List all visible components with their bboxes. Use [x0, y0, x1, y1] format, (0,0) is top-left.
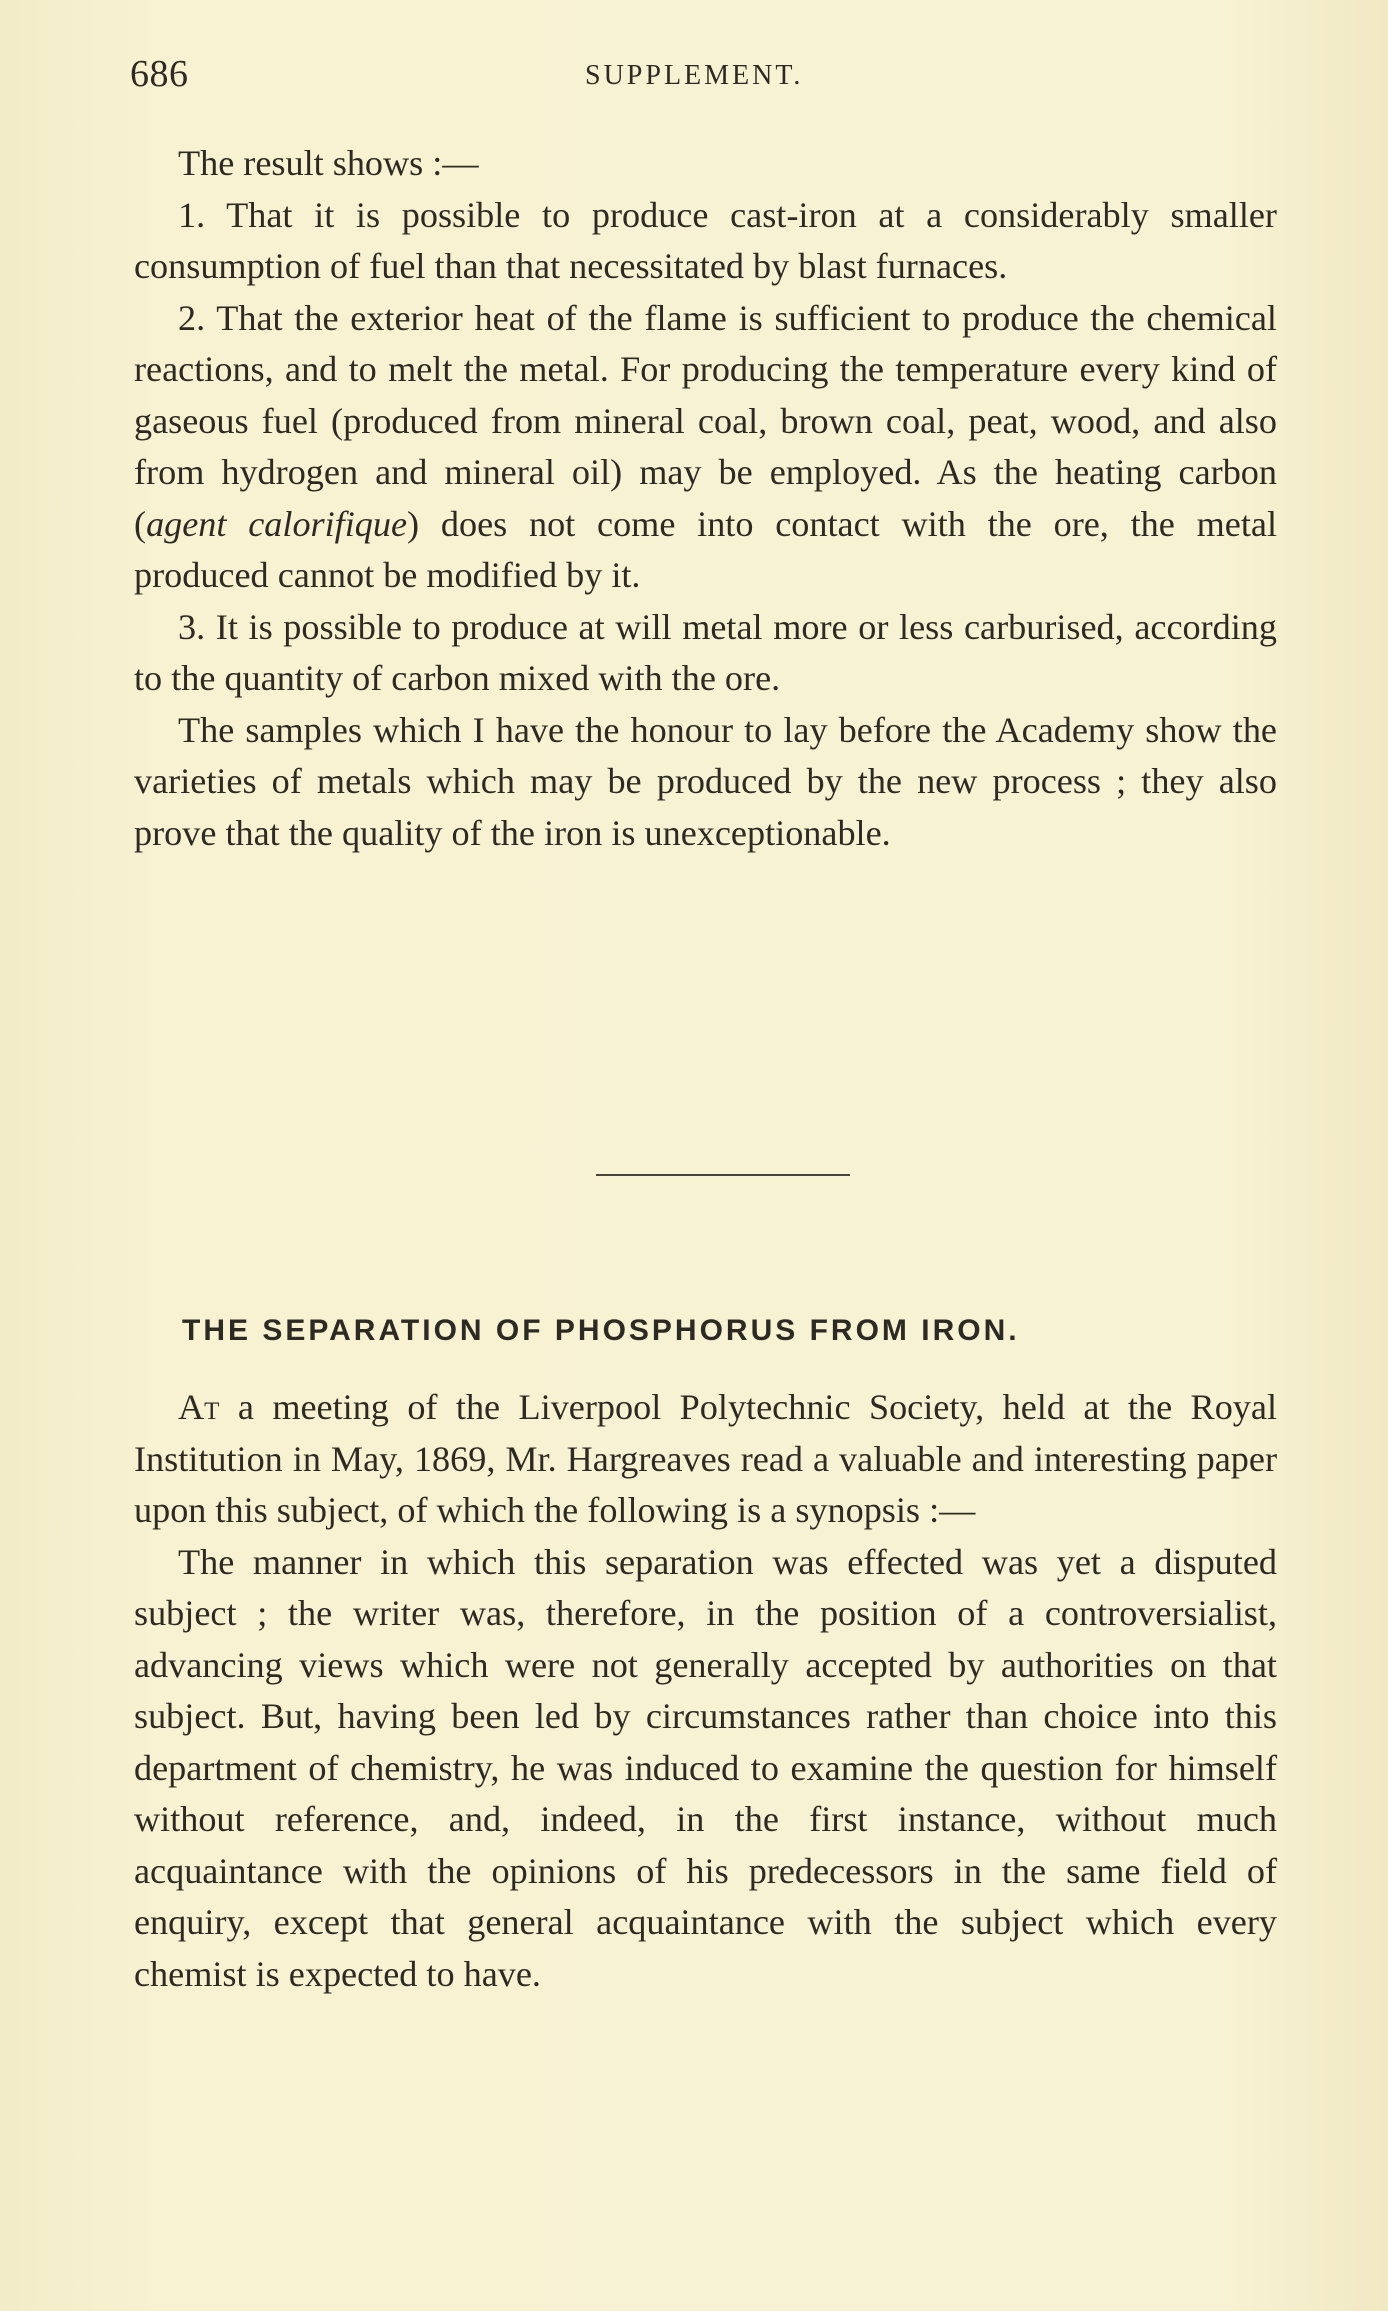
agent-calorifique-phrase: agent calorifique: [146, 503, 408, 544]
meeting-paragraph-text: a meeting of the Liverpool Polytechnic Society, held at the Royal Institution in May, 1869, Mr. Hargreaves read a valuable and interesting paper upon this subject, of which the following is a synopsis :—: [134, 1387, 1277, 1530]
meeting-paragraph: [134, 1382, 1277, 1537]
samples-paragraph: The samples which I have the honour to lay before the Academy show the varieties of metals which may be produced by the new process ; they also prove that the quality of the iron is unexceptionable.: [134, 709, 1277, 853]
result-point-two-main: 2. That the exterior heat of the flame is sufficient to produce the chemical reactions, and to melt the metal. For producing the temperature every kind of gaseous fuel (produced from mineral coal, brown coal, peat, wood, and also from hydrogen and mineral oil) may be employed. As the heating carbon: [134, 297, 1277, 492]
page-number: 686: [130, 53, 189, 95]
running-head: SUPPLEMENT.: [585, 60, 804, 91]
section-two-text: [134, 1382, 1277, 2000]
page-header: [130, 52, 1258, 102]
section-one-text: [134, 138, 1277, 859]
result-point-two-ending: ) does not come into contact with the ore, the metal produced cannot be modified by it.: [134, 503, 1277, 595]
separation-manner-paragraph: The manner in which this separation was effected was yet a disputed subject ; the writer was, therefore, in the position of a controversialist, advancing views which were not generally accepted by authorities on that subject. But, having been led by circumstances rather than choice into this department of chemistry, he was induced to examine the question for himself without reference, and, indeed, in the first instance, without much acquaintance with the opinions of his predecessors in the same field of enquiry, except that general acquaintance with the subject which every chemist is expected to have.: [134, 1541, 1277, 1994]
section-divider-rule: [596, 1174, 850, 1176]
result-point-three: 3. It is possible to produce at will metal more or less carburised, according to the quantity of carbon mixed with the ore.: [134, 606, 1277, 698]
result-point-two: 2. That the exterior heat of the flame is sufficient to produce the chemical reactions, and to melt the metal. For producing the temperature every kind of gaseous fuel (produced from mineral coal, brown coal, peat, wood, and also from hydrogen and mineral oil) may be employed. As the heating carbon (agent calorifique) does not come into contact with the ore, the metal produced cannot be modified by it.: [134, 297, 1277, 595]
result-intro-paragraph: The result shows :—: [178, 143, 479, 183]
opening-word: At: [178, 1387, 220, 1427]
result-point-one: 1. That it is possible to produce cast-iron at a considerably smaller consumption of fuel than that necessitated by blast furnaces.: [134, 194, 1277, 286]
section-title: THE SEPARATION OF PHOSPHORUS FROM IRON.: [182, 1314, 1020, 1347]
